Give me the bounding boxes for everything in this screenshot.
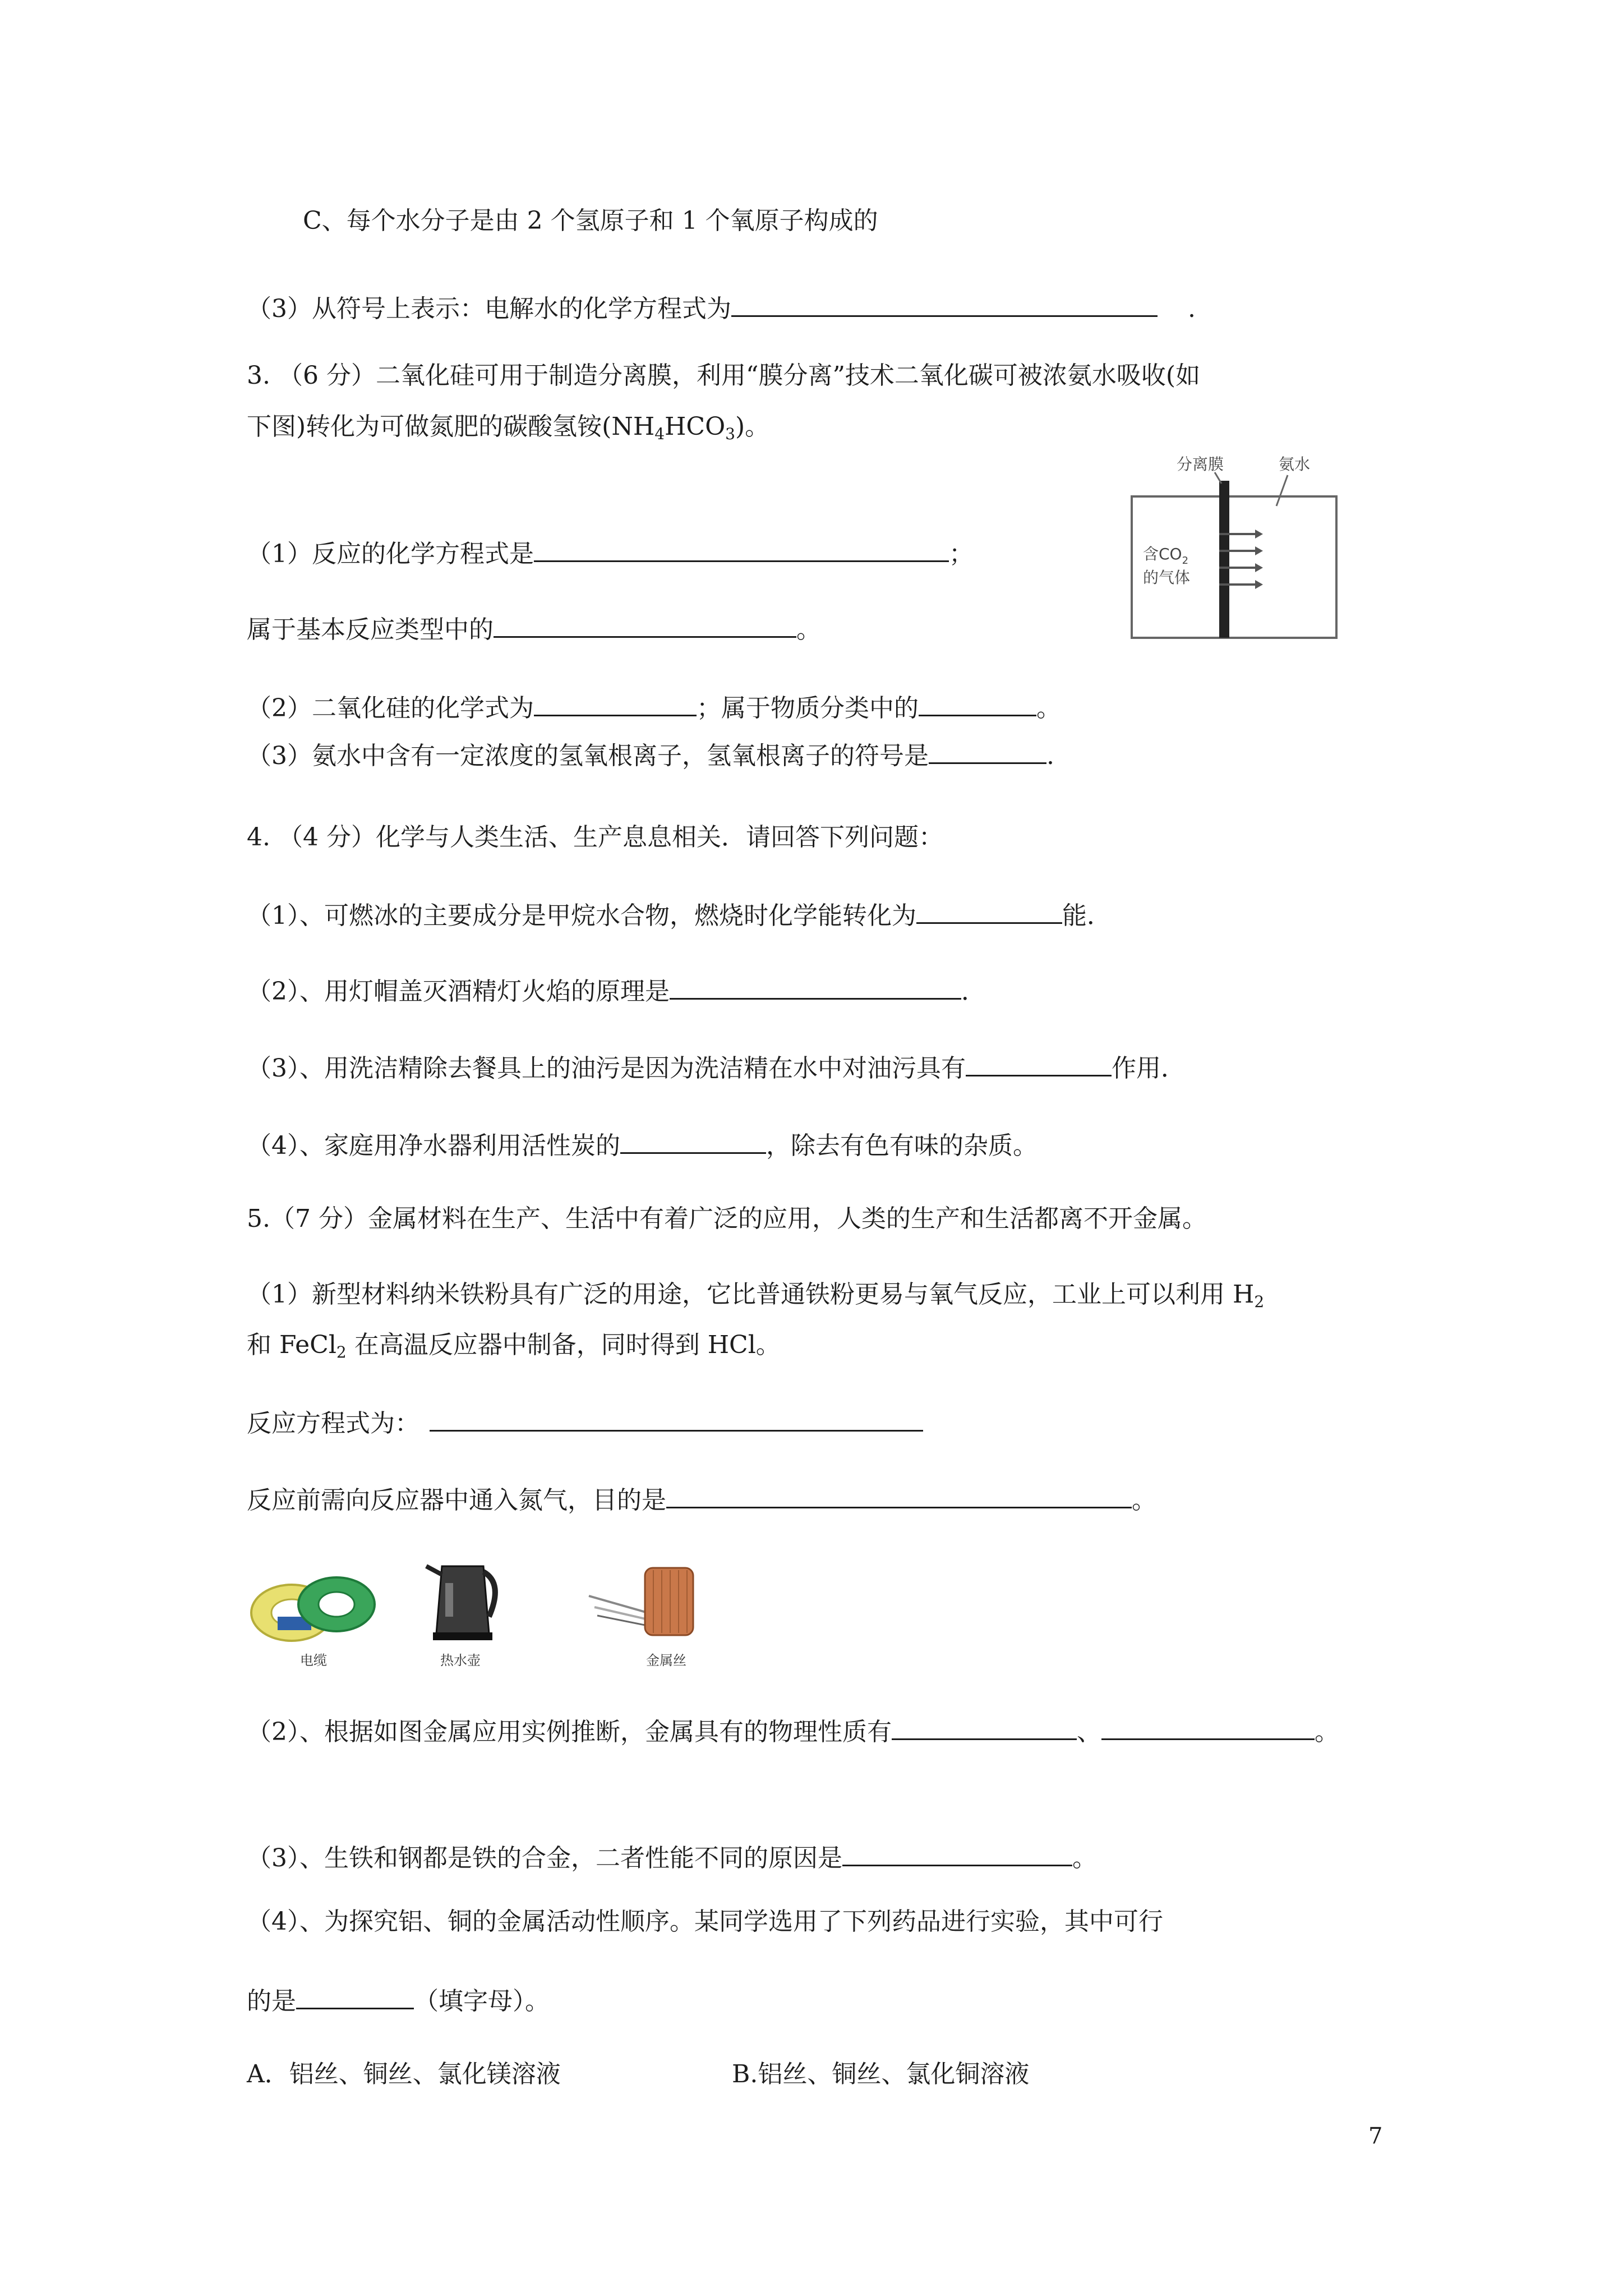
- membrane-pointer: [1215, 472, 1221, 484]
- q4-part1: （1）、可燃冰的主要成分是甲烷水合物，燃烧时化学能转化为 能．: [247, 898, 1112, 932]
- answer-blank[interactable]: [842, 1840, 1072, 1866]
- answer-blank[interactable]: [919, 690, 1036, 716]
- answer-blank[interactable]: [534, 690, 697, 716]
- q5-part1-equation: 反应方程式为：: [247, 1405, 923, 1439]
- answer-blank[interactable]: [731, 291, 1158, 317]
- answer-blank[interactable]: [966, 1050, 1112, 1076]
- q5-part2: （2）、根据如图金属应用实例推断，金属具有的物理性质有 、 。: [247, 1714, 1339, 1748]
- option-a: A．铝丝、铜丝、氯化镁溶液: [247, 2060, 561, 2088]
- answer-blank[interactable]: [892, 1714, 1077, 1740]
- answer-blank[interactable]: [670, 973, 961, 1000]
- q3-intro-line1: 3. （6 分）二氧化硅可用于制造分离膜，利用“膜分离”技术二氧化碳可被浓氨水吸收(如: [247, 361, 1201, 390]
- option-b: B.铝丝、铜丝、氯化铜溶液: [732, 2060, 1030, 2088]
- arrow-heads: [1255, 530, 1263, 589]
- gas-label-line2: 的气体: [1143, 568, 1191, 587]
- q5-part4-line2: 的是 （填字母）。: [247, 1983, 550, 2017]
- cable-caption: 电缆: [300, 1653, 327, 1668]
- q3-intro-line2: 下图)转化为可做氮肥的碳酸氢铵$(NH_4HCO_3)$。: [247, 412, 770, 443]
- answer-blank[interactable]: [296, 1983, 414, 2009]
- answer-blank[interactable]: [916, 898, 1062, 924]
- q3-part3: （3）氨水中含有一定浓度的氢氧根离子，氢氧根离子的符号是 .: [247, 738, 1054, 772]
- q2-part3: （3）从符号上表示：电解水的化学方程式为 .: [247, 291, 1196, 325]
- q4-part4: （4）、家庭用净水器利用活性炭的 ，除去有色有味的杂质。: [247, 1128, 1038, 1162]
- q5-part4-line1: （4）、为探究铝、铜的金属活动性顺序。某同学选用了下列药品进行实验，其中可行: [247, 1907, 1163, 1936]
- answer-blank[interactable]: [929, 738, 1046, 764]
- q5-part1-line1: （1）新型材料纳米铁粉具有广泛的用途，它比普通铁粉更易与氧气反应，工业上可以利用 $H_2$: [247, 1280, 1265, 1311]
- answer-blank[interactable]: [534, 536, 949, 562]
- answer-blank[interactable]: [430, 1405, 923, 1432]
- q5-part1-line2: 和 FeCl$_2$ 在高温反应器中制备，同时得到 HCl。: [247, 1331, 781, 1361]
- wire-caption: 金属丝: [646, 1653, 686, 1668]
- q5-part3: （3）、生铁和钢都是铁的合金，二者性能不同的原因是 。: [247, 1840, 1097, 1874]
- q3-part1: （1）反应的化学方程式是 ；: [247, 536, 974, 570]
- answer-blank[interactable]: [494, 611, 796, 638]
- q4-part2: （2）、用灯帽盖灭酒精灯火焰的原理是 ．: [247, 973, 986, 1007]
- q5-part1-nitrogen: 反应前需向反应器中通入氮气，目的是 。: [247, 1482, 1156, 1516]
- answer-blank[interactable]: [620, 1128, 766, 1154]
- ammonia-label: 氨水: [1279, 455, 1311, 473]
- wire-picture: [583, 1562, 712, 1646]
- q5-intro: 5.（7 分）金属材料在生产、生活中有着广泛的应用，人类的生产和生活都离不开金属。: [247, 1204, 1207, 1233]
- kettle-caption: 热水壶: [440, 1653, 481, 1668]
- gas-label-line1: 含$CO_2$: [1143, 545, 1189, 567]
- q4-intro: 4. （4 分）化学与人类生活、生产息息相关．请回答下列问题：: [247, 823, 943, 852]
- q2-option-c: C、每个水分子是由 2 个氢原子和 1 个氧原子构成的: [303, 206, 878, 235]
- cable-picture: [247, 1565, 381, 1649]
- membrane-label: 分离膜: [1177, 455, 1224, 473]
- ammonia-pointer: [1276, 475, 1288, 506]
- page-number: 7: [1368, 2123, 1383, 2149]
- separation-membrane: [1219, 481, 1229, 638]
- kettle-picture: [421, 1549, 505, 1642]
- answer-blank[interactable]: [666, 1482, 1132, 1508]
- answer-blank[interactable]: [1101, 1714, 1315, 1740]
- q3-part1-type: 属于基本反应类型中的 。: [247, 611, 821, 646]
- q4-part3: （3）、用洗洁精除去餐具上的油污是因为洗洁精在水中对油污具有 作用．: [247, 1050, 1186, 1084]
- membrane-separation-diagram: [1126, 450, 1339, 643]
- q3-part2: （2）二氧化硅的化学式为 ；属于物质分类中的 。: [247, 690, 1061, 724]
